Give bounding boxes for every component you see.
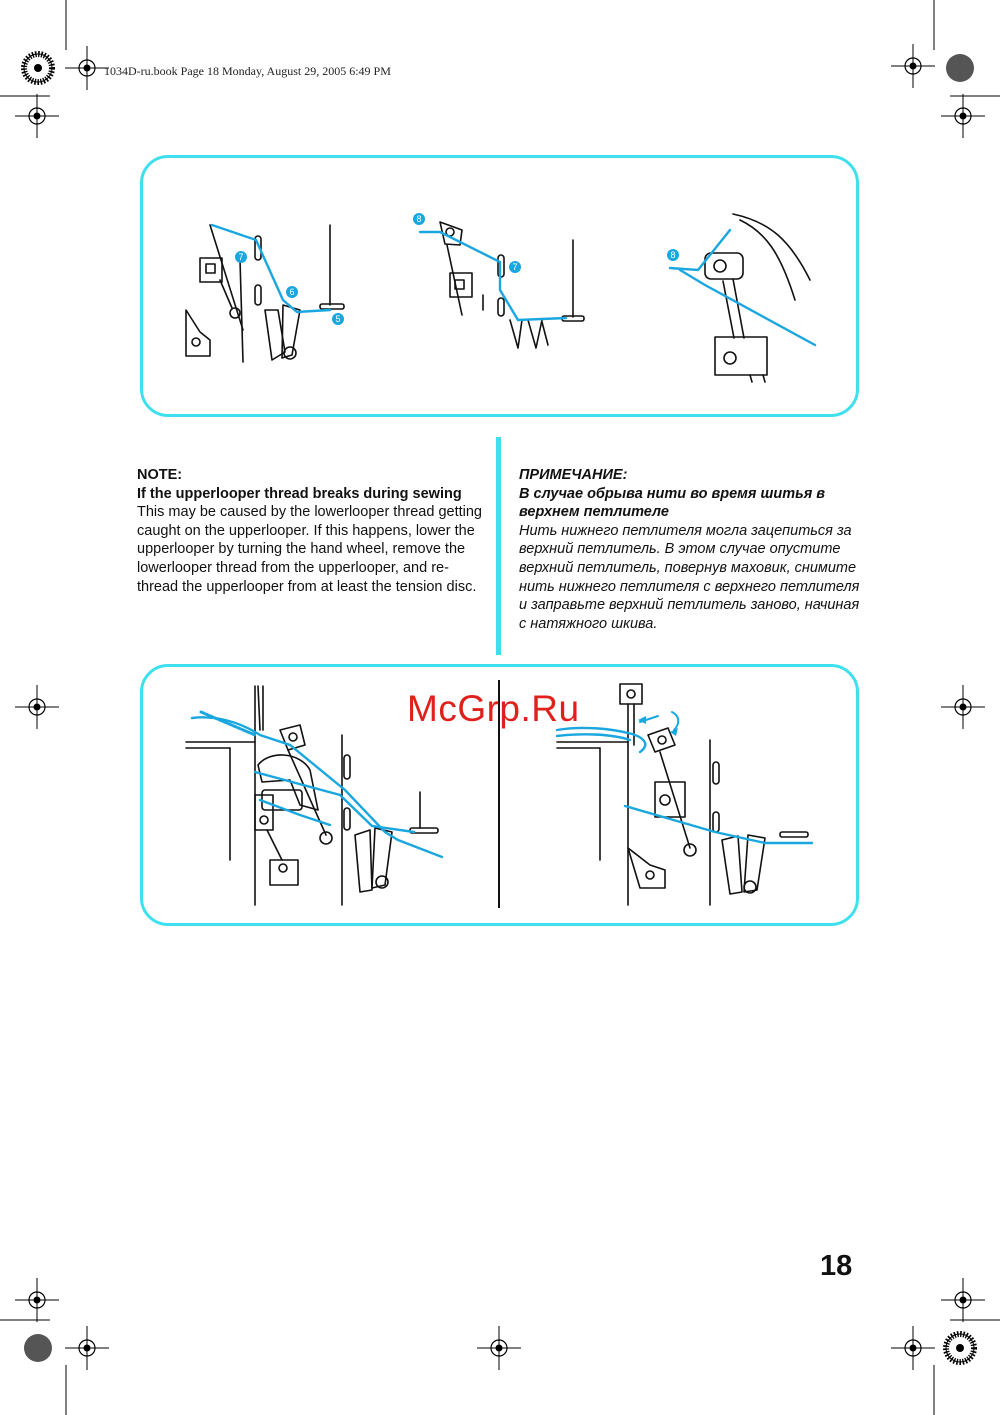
callout-7: 7 (238, 252, 244, 262)
callout-8: 8 (416, 214, 422, 224)
watermark: McGrp.Ru (407, 688, 580, 729)
callout-5: 5 (335, 314, 341, 324)
note-heading-ru: ПРИМЕЧАНИЕ: (519, 467, 628, 483)
note-body-ru: Нить нижнего петлителя могла зацепиться за верхний петлитель. В этом случае опустите верхний петлитель, повернув маховик, снимите нить нижнего петлителя с верхнего петлителя и заправьте верхний петлитель заново, начиная с натяжного шкива. (519, 522, 860, 632)
note-subheading-ru: В случае обрыва нити во время шитья в верхнем петлителе (519, 485, 826, 521)
print-stamp: 1034D-ru.book Page 18 Monday, August 29, 2005 6:49 PM (104, 64, 391, 78)
callout-7b: 7 (512, 262, 518, 272)
note-subheading-en: If the upperlooper thread breaks during sewing (137, 485, 462, 502)
page-number: 18 (820, 1250, 853, 1282)
callout-6: 6 (289, 287, 295, 297)
callout-8b: 8 (670, 250, 676, 260)
note-body-en: This may be caused by the lowerlooper thread getting caught on the upperlooper. If this happens, lower the upperlooper by turning the hand wheel, remove the lowerlooper thread from the upperlooper, and re-thread the upperlooper from at least the tension disc. (137, 504, 482, 595)
note-heading-en: NOTE: (137, 467, 183, 483)
